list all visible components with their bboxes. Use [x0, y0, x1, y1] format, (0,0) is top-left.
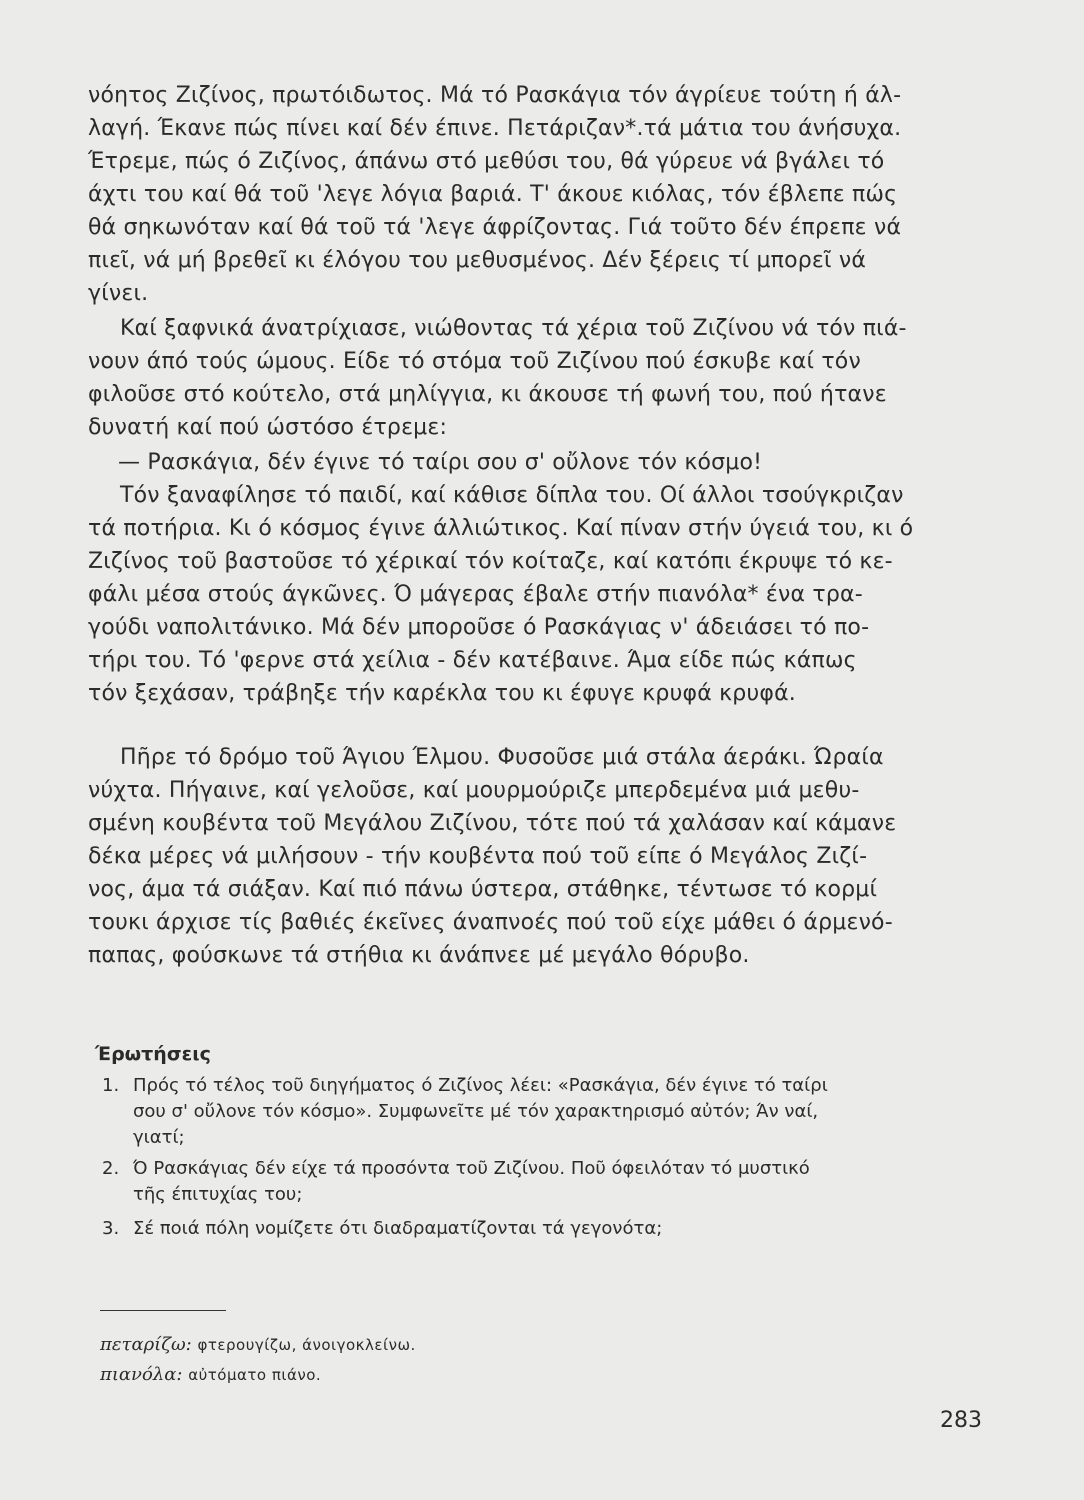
footnote: [100, 1332, 416, 1358]
text-line: Τόν ξαναφίλησε τό παιδί, καί κάθισε δίπλα του. Οί άλλοι τσούγκριζαν: [120, 483, 904, 508]
text-line: Ζιζίνος τοῦ βαστοῦσε τό χέρικαί τόν κοίταζε, καί κατόπι έκρυψε τό κε-: [88, 549, 893, 574]
text-line: γούδι ναπολιτάνικο. Μά δέν μποροῦσε ό Ρασκάγιας ν' άδειάσει τό πο-: [88, 615, 870, 640]
question-number: 2.: [102, 1158, 120, 1179]
question-line: Ό Ρασκάγιας δέν είχε τά προσόντα τοῦ Ζιζίνου. Ποῦ όφειλόταν τό μυστικό: [133, 1158, 810, 1179]
footnote-term: πιανόλα:: [100, 1364, 183, 1385]
text-line: γίνει.: [88, 281, 149, 306]
text-line: δυνατή καί πού ώστόσο έτρεμε:: [88, 415, 448, 440]
text-line: πιεῖ, νά μή βρεθεῖ κι έλόγου του μεθυσμένος. Δέν ξέρεις τί μπορεῖ νά: [88, 248, 867, 273]
text-line: νύχτα. Πήγαινε, καί γελοῦσε, καί μουρμούριζε μπερδεμένα μιά μεθυ-: [88, 778, 860, 803]
text-line: Πῆρε τό δρόμο τοῦ Άγιου Έλμου. Φυσοῦσε μιά στάλα άεράκι. Ώραία: [120, 745, 884, 770]
text-line: τά ποτήρια. Κι ό κόσμος έγινε άλλιώτικος. Καί πίναν στήν ύγειά του, κι ό: [88, 516, 914, 541]
footnote-definition: φτερουγίζω, άνοιγοκλείνω.: [197, 1336, 416, 1354]
text-line: φάλι μέσα στούς άγκῶνες. Ό μάγερας έβαλε στήν πιανόλα* ένα τρα-: [88, 582, 863, 607]
text-line: τουκι άρχισε τίς βαθιές έκεῖνες άναπνοές πού τοῦ είχε μάθει ό άρμενό-: [88, 910, 893, 935]
dialogue-line: — Ρασκάγια, δέν έγινε τό ταίρι σου σ' οὔλονε τόν κόσμο!: [118, 450, 763, 475]
text-line: νουν άπό τούς ώμους. Είδε τό στόμα τοῦ Ζιζίνου πού έσκυβε καί τόν: [88, 349, 861, 374]
text-line: Καί ξαφνικά άνατρίχιασε, νιώθοντας τά χέρια τοῦ Ζιζίνου νά τόν πιά-: [120, 316, 907, 341]
footnote: [100, 1362, 321, 1388]
footnote-divider: [100, 1310, 226, 1311]
text-line: τόν ξεχάσαν, τράβηξε τήν καρέκλα του κι έφυγε κρυφά κρυφά.: [88, 681, 797, 706]
text-line: σμένη κουβέντα τοῦ Μεγάλου Ζιζίνου, τότε πού τά χαλάσαν καί κάμανε: [88, 811, 897, 836]
text-line: νόητος Ζιζίνος, πρωτόιδωτος. Μά τό Ρασκάγια τόν άγρίευε τούτη ή άλ-: [88, 83, 902, 108]
question-line: Σέ ποιά πόλη νομίζετε ότι διαδραματίζονται τά γεγονότα;: [133, 1218, 663, 1239]
text-line: δέκα μέρες νά μιλήσουν - τήν κουβέντα πού τοῦ είπε ό Μεγάλος Ζιζί-: [88, 844, 868, 869]
text-line: Έτρεμε, πώς ό Ζιζίνος, άπάνω στό μεθύσι του, θά γύρευε νά βγάλει τό: [88, 149, 885, 174]
text-line: νος, άμα τά σιάξαν. Καί πιό πάνω ύστερα, στάθηκε, τέντωσε τό κορμί: [88, 877, 878, 902]
questions-heading: Έρωτήσεις: [95, 1043, 211, 1065]
text-line: άχτι του καί θά τοῦ 'λεγε λόγια βαριά. Τ' άκουε κιόλας, τόν έβλεπε πώς: [88, 182, 898, 207]
question-line: σου σ' οὔλονε τόν κόσμο». Συμφωνεῖτε μέ τόν χαρακτηρισμό αὐτόν; Άν ναί,: [133, 1101, 819, 1122]
text-line: φιλοῦσε στό κούτελο, στά μηλίγγια, κι άκουσε τή φωνή του, πού ήτανε: [88, 382, 887, 407]
text-line: λαγή. Έκανε πώς πίνει καί δέν έπινε. Πετάριζαν*.τά μάτια του άνήσυχα.: [88, 116, 902, 141]
footnote-definition: αὐτόματο πιάνο.: [188, 1366, 322, 1384]
question-line: τῆς έπιτυχίας του;: [133, 1184, 303, 1205]
question-number: 3.: [102, 1218, 120, 1239]
text-line: θά σηκωνόταν καί θά τοῦ τά 'λεγε άφρίζοντας. Γιά τοῦτο δέν έπρεπε νά: [88, 215, 902, 240]
text-line: παπας, φούσκωνε τά στήθια κι άνάπνεε μέ μεγάλο θόρυβο.: [88, 943, 750, 968]
question-number: 1.: [102, 1075, 120, 1096]
question-line: γιατί;: [133, 1127, 185, 1148]
question-line: Πρός τό τέλος τοῦ διηγήματος ό Ζιζίνος λέει: «Ρασκάγια, δέν έγινε τό ταίρι: [133, 1075, 828, 1096]
page-number: 283: [940, 1408, 982, 1433]
footnote-term: πεταρίζω:: [100, 1334, 192, 1355]
text-line: τήρι του. Τό 'φερνε στά χείλια - δέν κατέβαινε. Άμα είδε πώς κάπως: [88, 648, 857, 673]
